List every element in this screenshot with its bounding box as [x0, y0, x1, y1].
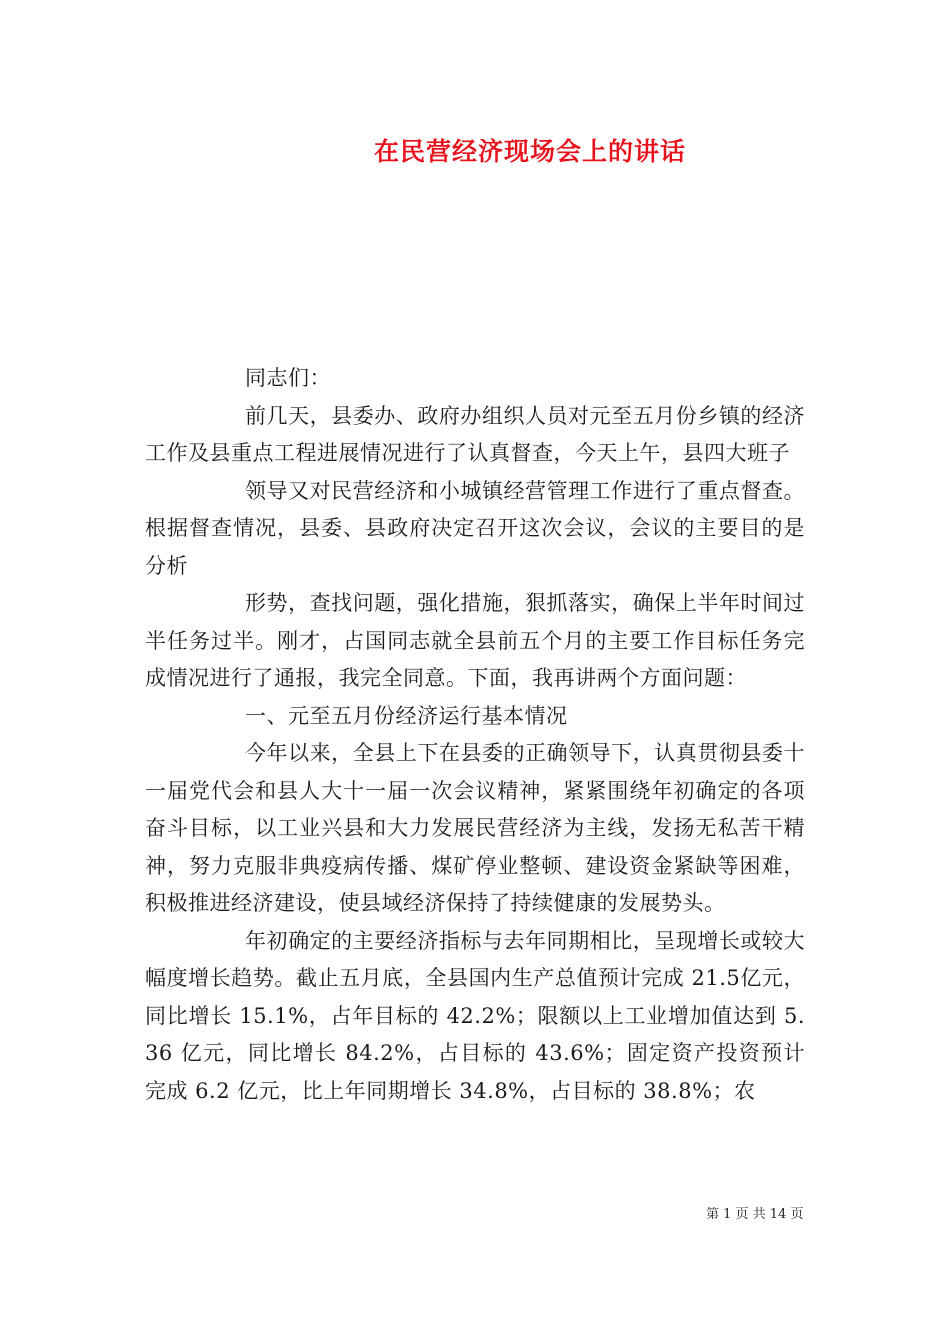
paragraph-5: 年初确定的主要经济指标与去年同期相比，呈现增长或较大幅度增长趋势。截止五月底，全县国内生产总值预计完成 21.5亿元，同比增长 15.1%，占年目标的 42.2%；限额以上工业增加值达到 5.36 亿元，同比增长 84.2%，占目标的 43.6%；固定资产投资预计完成 6.2 亿元，比上年同期增长 34.8%，占目标的 38.8%；农	[145, 928, 805, 1103]
paragraph-4: 今年以来，全县上下在县委的正确领导下，认真贯彻县委十一届党代会和县人大十一届一次会议精神，紧紧围绕年初确定的各项奋斗目标，以工业兴县和大力发展民营经济为主线，发扬无私苦干精神，努力克服非典疫病传播、煤矿停业整顿、建设资金紧缺等困难，积极推进经济建设，使县域经济保持了持续健康的发展势头。	[145, 741, 805, 915]
document-title: 在民营经济现场会上的讲话	[373, 137, 686, 166]
section-heading-1: 一、元至五月份经济运行基本情况	[245, 703, 568, 728]
document-body	[145, 360, 805, 1110]
paragraph-1: 前几天，县委办、政府办组织人员对元至五月份乡镇的经济工作及县重点工程进展情况进行了认真督查，今天上午，县四大班子	[145, 403, 805, 465]
paragraph-3: 形势，查找问题，强化措施，狠抓落实，确保上半年时间过半任务过半。刚才，占国同志就全县前五个月的主要工作目标任务完成情况进行了通报，我完全同意。下面，我再讲两个方面问题：	[145, 591, 805, 690]
paragraph-salutation: 同志们：	[245, 366, 331, 390]
page-number-footer: 第 1 页 共 14 页	[706, 1207, 804, 1222]
paragraph-2: 领导又对民营经济和小城镇经营管理工作进行了重点督查。根据督查情况，县委、县政府决定召开这次会议，会议的主要目的是分析	[145, 478, 805, 578]
